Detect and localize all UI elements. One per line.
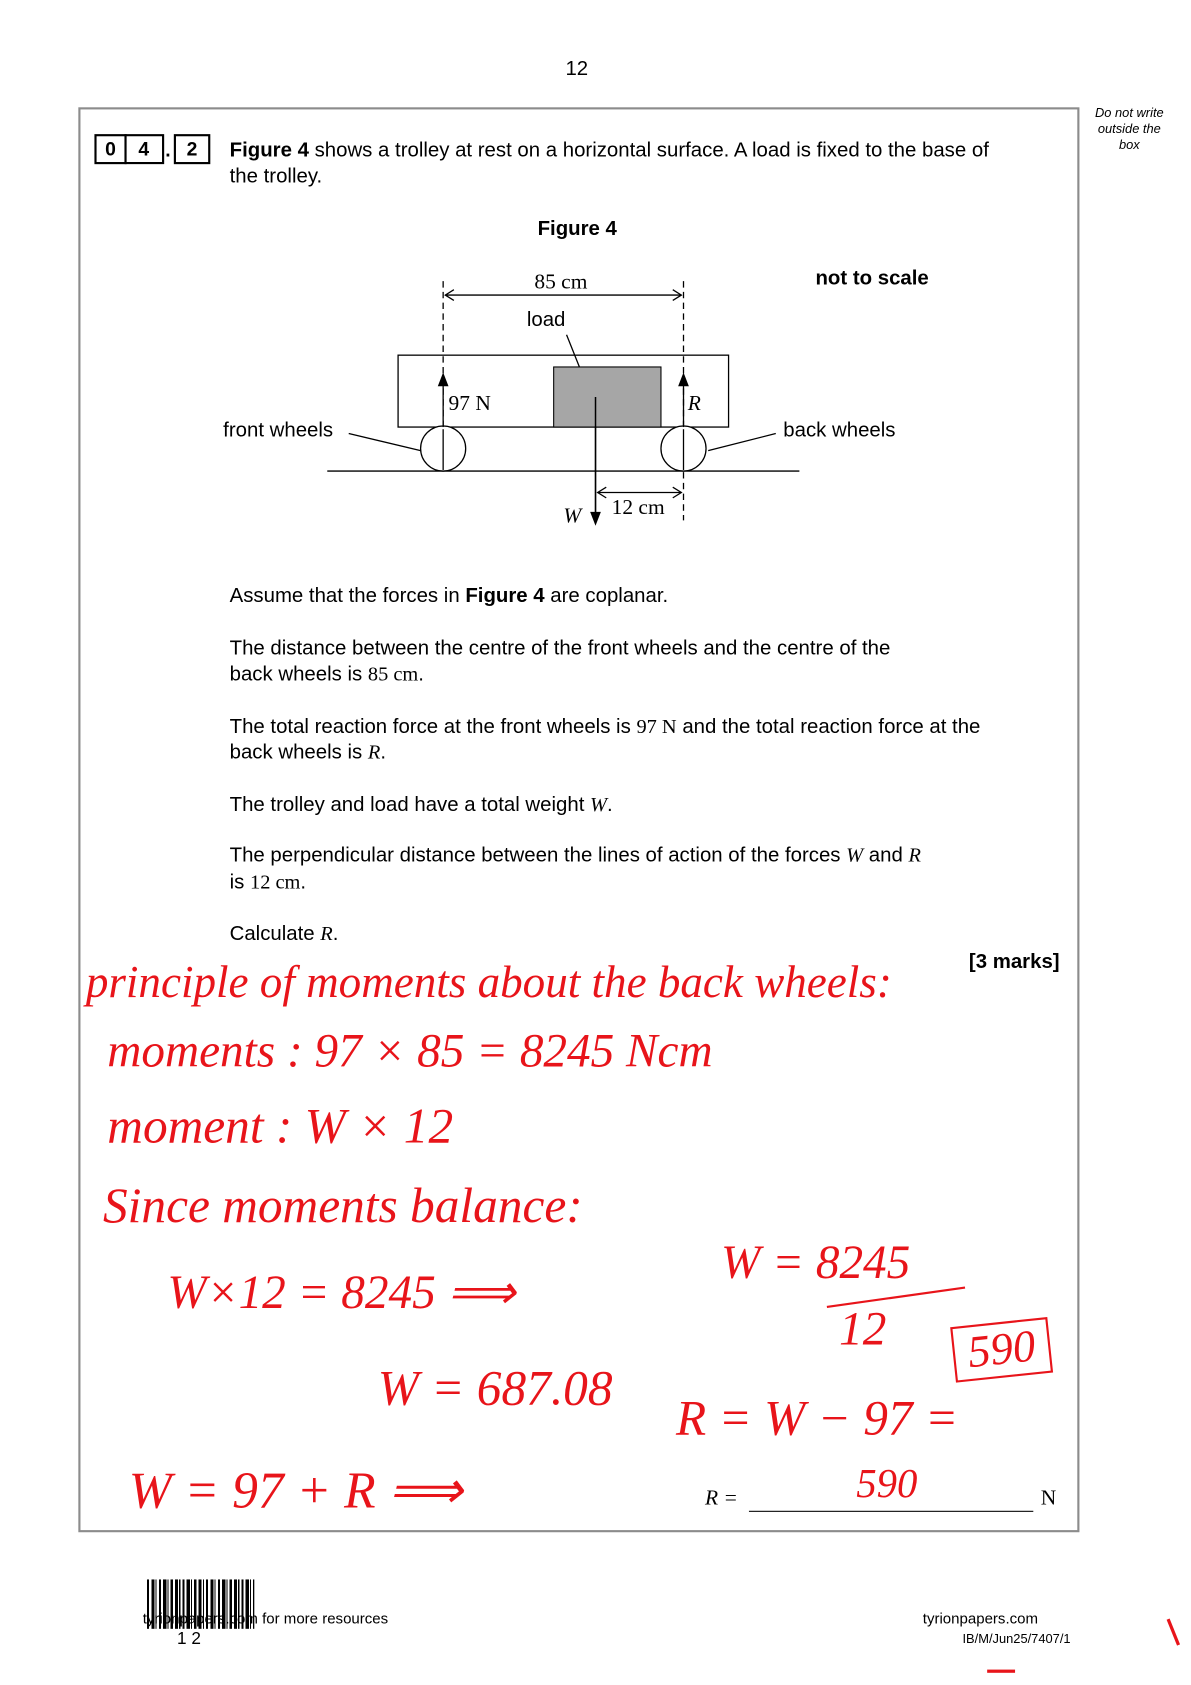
text: R (320, 922, 333, 946)
margin-note-line: box (1118, 137, 1140, 153)
ink-mark (987, 1670, 1015, 1673)
handwriting-line: 12 (839, 1302, 887, 1356)
text: shows a trolley at rest on a horizontal surface. A load is fixed to the base of (308, 139, 989, 163)
answer-field[interactable] (749, 1511, 1033, 1512)
label-85cm: 85 cm (534, 270, 588, 295)
answer-unit: N (1040, 1486, 1057, 1510)
footer-left-text: tyrionpapers.com for more resources (142, 1609, 389, 1627)
label-back-wheels: back wheels (783, 419, 896, 443)
figure-title: Figure 4 (537, 217, 617, 241)
handwriting-line: W = 8245 (721, 1236, 911, 1289)
marks-label: [3 marks] (968, 950, 1060, 974)
question-dot: . (165, 139, 171, 161)
load-block (554, 367, 661, 427)
barcode-digits: 1 2 (177, 1629, 201, 1649)
label-front-wheels: front wheels (223, 419, 334, 443)
margin-note-line: Do not write (1094, 105, 1164, 121)
handwriting-line: W×12 = 8245 ⟹ (167, 1266, 516, 1319)
instruction-calculate: Calculate R. (229, 922, 339, 946)
text: 97 N (636, 715, 677, 739)
text: 12 cm (250, 871, 301, 894)
paragraph-coplanar (230, 585, 669, 609)
handwriting-line: principle of moments about the back wheels: (85, 958, 892, 1008)
handwriting-line: R = W − 97 = (675, 1390, 959, 1446)
label-W: W (563, 504, 582, 528)
not-to-scale: not to scale (815, 267, 929, 290)
paragraph-weight: The trolley and load have a total weight W. (229, 794, 613, 817)
paragraph-reaction (230, 716, 981, 740)
paragraph-distance: The distance between the centre of the front wheels and the centre of the (229, 637, 891, 660)
handwriting-line: W = 687.08 (377, 1360, 613, 1416)
text: back wheels is (229, 741, 368, 764)
boxed-answer: 590 (950, 1317, 1053, 1383)
text: back wheels is (229, 663, 368, 686)
page-number: 12 (565, 57, 589, 81)
text: is (229, 871, 251, 894)
handwriting-line: Since moments balance: (103, 1178, 583, 1233)
paragraph-perpendicular (230, 844, 921, 868)
text: R (367, 741, 381, 764)
bold-text: Figure 4 (465, 584, 545, 608)
text: and the total reaction force at the (676, 715, 981, 739)
handwriting-line: moments : 97 × 85 = 8245 Ncm (107, 1024, 713, 1078)
handwriting-line: moment : W × 12 (107, 1098, 454, 1154)
text: Calculate (229, 922, 321, 946)
label-12cm: 12 cm (611, 495, 665, 520)
text: R (908, 844, 921, 867)
text: Assume that the forces in (229, 584, 466, 608)
question-intro-2: the trolley. (229, 165, 323, 188)
handwriting-line: W = 97 + R ⟹ (128, 1462, 463, 1520)
paragraph-distance-2: back wheels is 85 cm. (229, 663, 424, 686)
label-load: load (526, 309, 566, 332)
margin-note-line: outside the (1097, 121, 1161, 137)
text: The total reaction force at the front wheels is (229, 715, 637, 739)
text: are coplanar. (544, 584, 669, 608)
answer-label: R = (704, 1486, 738, 1510)
text: and (863, 844, 909, 867)
label-97N: 97 N (448, 391, 491, 416)
paragraph-perpendicular-2: is 12 cm. (229, 871, 307, 894)
text: W (846, 844, 864, 867)
question-digit: 0 (94, 134, 126, 164)
footer-site: tyrionpapers.com (922, 1609, 1039, 1627)
question-digit: 2 (174, 134, 210, 164)
text: The perpendicular distance between the lines of action of the forces (229, 844, 847, 867)
text: 85 cm (367, 663, 419, 686)
footer-ref: IB/M/Jun25/7407/1 (962, 1630, 1071, 1646)
question-digit: 4 (124, 134, 164, 164)
answer-value: 590 (856, 1461, 918, 1507)
text: W (590, 794, 608, 817)
label-R: R (687, 391, 701, 416)
text: The trolley and load have a total weight (229, 794, 591, 817)
bold-text: Figure 4 (229, 139, 309, 163)
paragraph-reaction-2: back wheels is R. (229, 741, 386, 764)
